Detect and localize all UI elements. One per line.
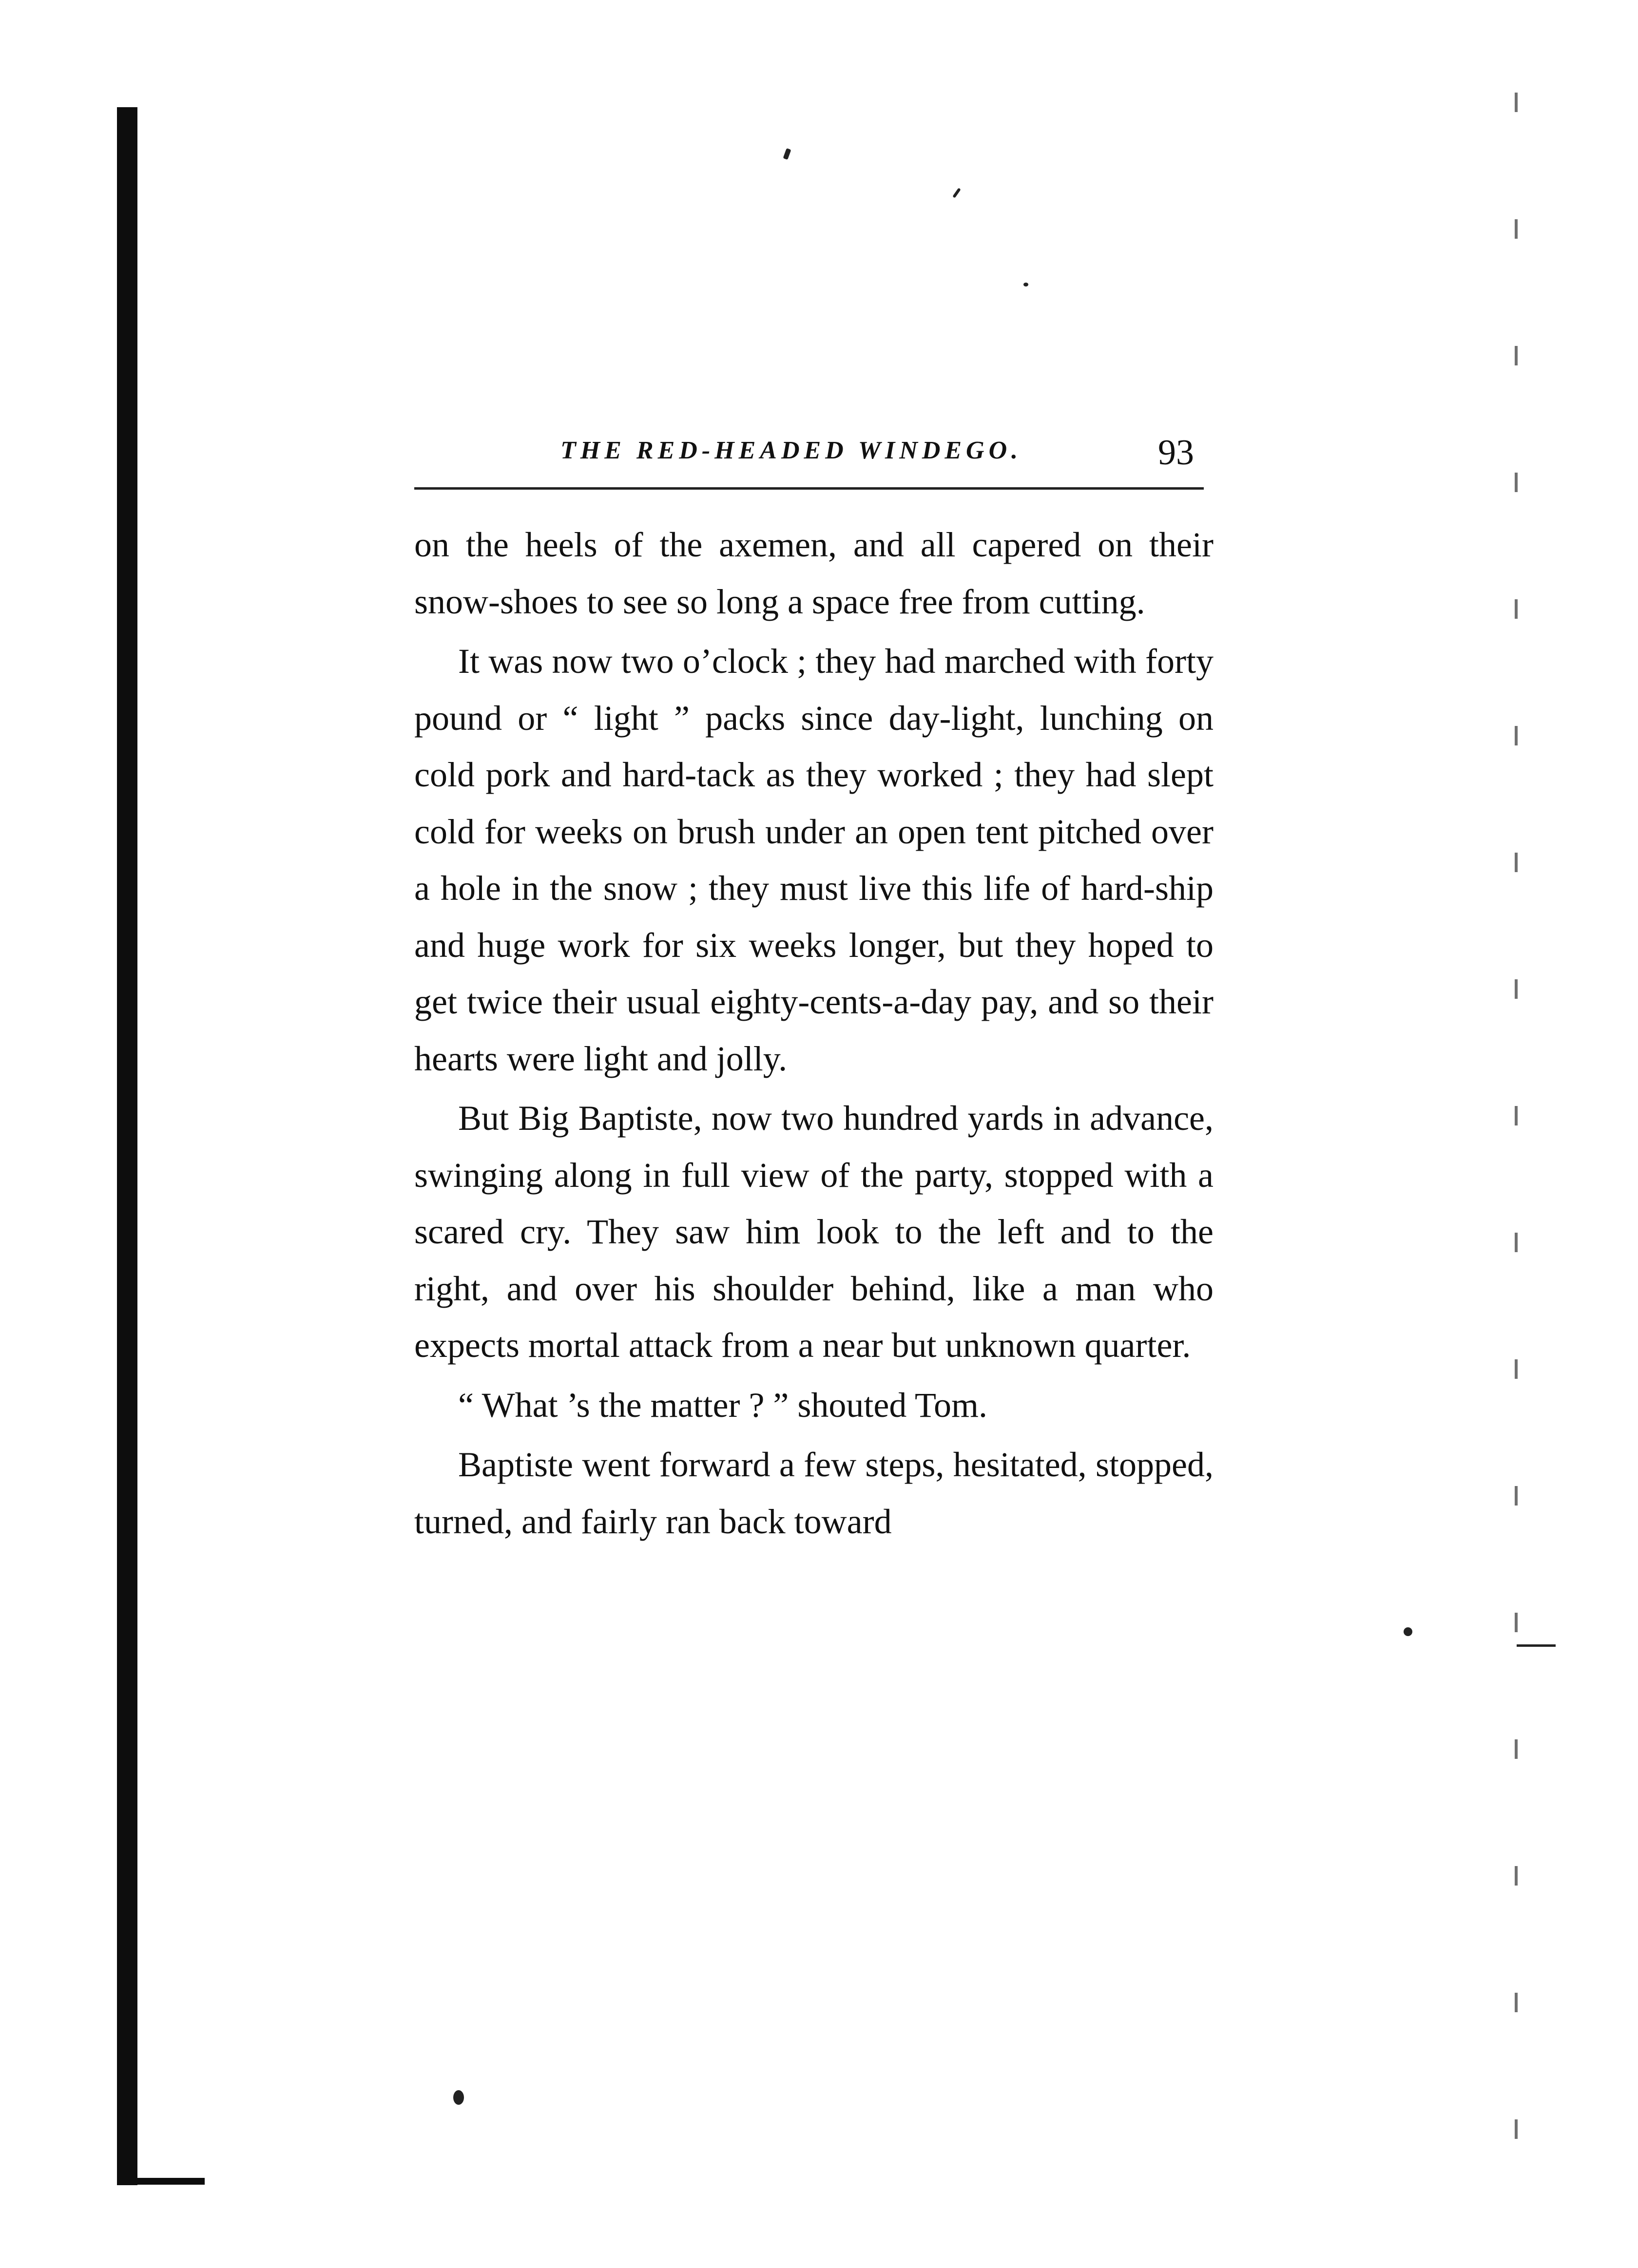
- ink-speck: [952, 188, 961, 198]
- ink-speck: [1404, 1627, 1412, 1636]
- binding-shadow-foot: [117, 2178, 205, 2185]
- ink-speck: [1023, 283, 1028, 286]
- paragraph-continued: on the heels of the axemen, and all capered on their snow-shoes to see so long a space free from cutting.: [414, 525, 1214, 621]
- page-edge-mark: [1515, 93, 1518, 2178]
- running-head-rule: [414, 487, 1204, 490]
- page-number: 93: [1158, 433, 1194, 473]
- paragraph: But Big Baptiste, now two hundred yards in advance, swinging along in full view of the party, stopped with a scared cry. They saw him look to the left and to the right, and over his shoulder behind, like a man who expects mortal attack from a near but unknown quarter.: [414, 1099, 1214, 1365]
- running-head-title: THE RED-HEADED WINDEGO.: [560, 437, 1022, 464]
- body-text: [414, 516, 1214, 1550]
- paragraph: Baptiste went forward a few steps, hesitated, stopped, turned, and fairly ran back toward: [414, 1445, 1214, 1541]
- ink-speck: [453, 2090, 464, 2105]
- page-edge-tick: [1517, 1644, 1556, 1647]
- paragraph-dialogue: “ What ’s the matter ? ” shouted Tom.: [458, 1385, 988, 1425]
- paragraph: It was now two o’clock ; they had marched with forty pound or “ light ” packs since day-light, lunching on cold pork and hard-tack as they worked ; they had slept cold for weeks on brush under an open tent pitched over a hole in the snow ; they must live this life of hard-ship and huge work for six weeks longer, but they hoped to get twice their usual eighty-cents-a-day pay, and so their hearts were light and jolly.: [414, 642, 1214, 1078]
- ink-speck: [783, 148, 791, 160]
- binding-shadow: [117, 107, 137, 2185]
- running-head: [414, 431, 1204, 480]
